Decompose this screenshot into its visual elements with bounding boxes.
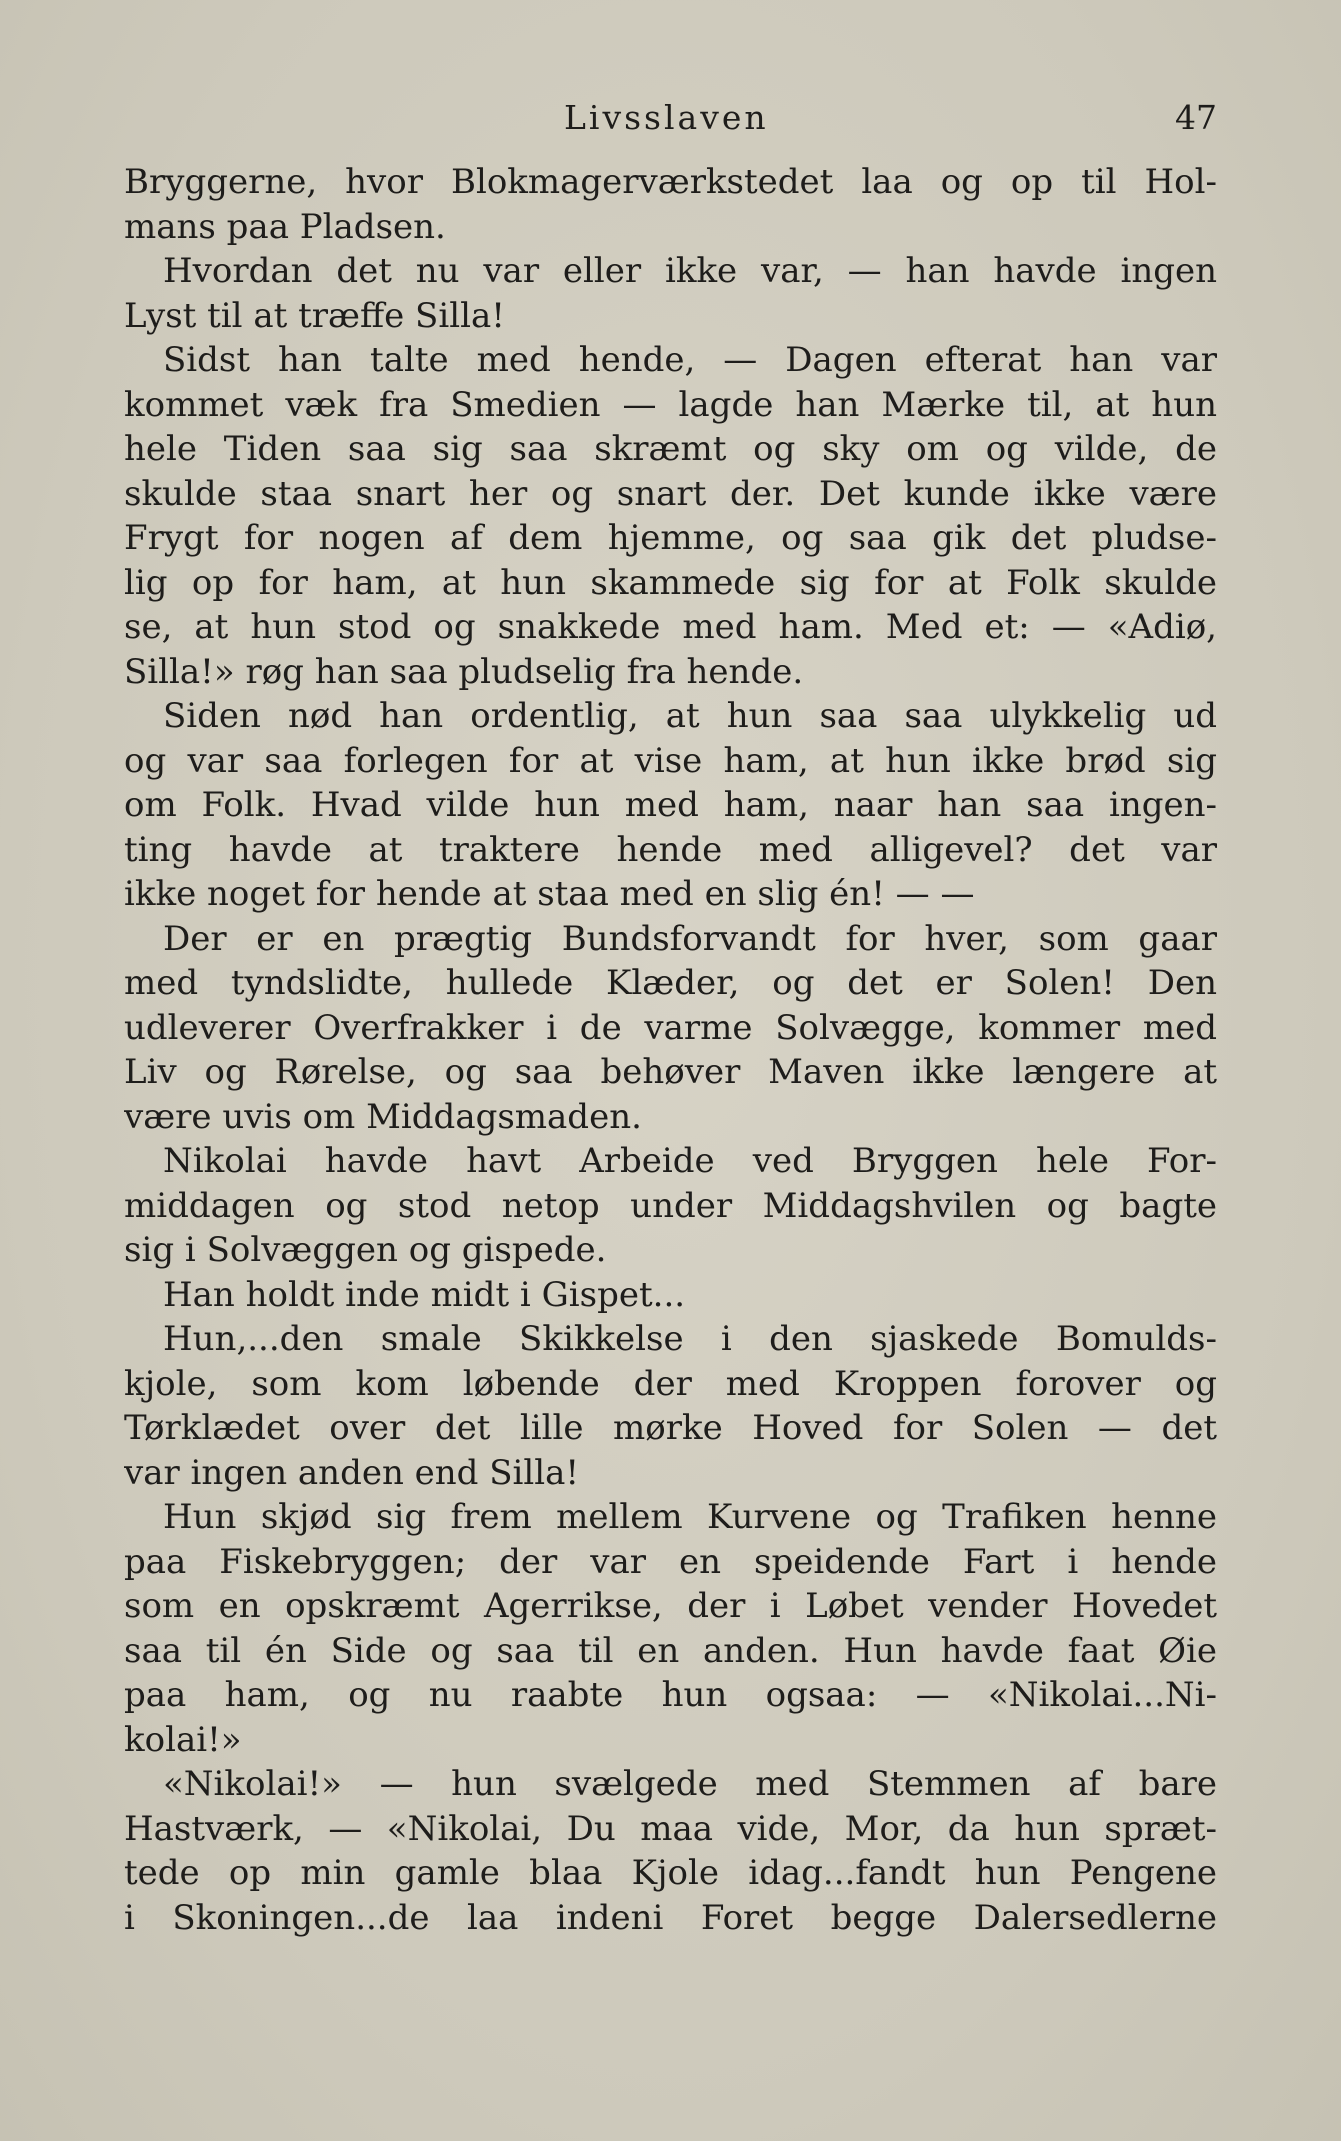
text-line: i Skoningen...de laa indeni Foret begge Dalersedlerne (124, 1897, 1217, 1938)
text-line: Lyst til at træffe Silla! (124, 295, 505, 336)
text-line: var ingen anden end Silla! (124, 1452, 580, 1493)
text-line: Bryggerne, hvor Blokmagerværkstedet laa og op til Hol- (124, 162, 1217, 202)
text-line: saa til én Side og saa til en anden. Hun havde faat Øie (124, 1630, 1217, 1671)
text-line: kommet væk fra Smedien — lagde han Mærke til, at hun (124, 384, 1217, 425)
text-line: Hastværk, — «Nikolai, Du maa vide, Mor, da hun spræt- (124, 1808, 1217, 1849)
text-line: Liv og Rørelse, og saa behøver Maven ikke længere at (124, 1052, 1217, 1092)
running-title: Livsslaven (564, 98, 769, 137)
body-text (124, 160, 1217, 1940)
text-line: være uvis om Middagsmaden. (124, 1096, 642, 1137)
text-line: hele Tiden saa sig saa skræmt og sky om og vilde, de (124, 429, 1217, 469)
text-line: Silla!» røg han saa pludselig fra hende. (124, 651, 804, 692)
text-line: sig i Solvæggen og gispede. (124, 1230, 607, 1270)
text-line: ting havde at traktere hende med alligevel? det var (124, 829, 1217, 870)
page-number: 47 (1175, 98, 1217, 137)
text-line: tede op min gamle blaa Kjole idag...fandt hun Pengene (124, 1853, 1217, 1893)
text-line: om Folk. Hvad vilde hun med ham, naar han saa ingen- (124, 785, 1217, 825)
text-line: skulde staa snart her og snart der. Det kunde ikke være (124, 473, 1217, 514)
text-line: kolai!» (124, 1719, 242, 1760)
text-line: Frygt for nogen af dem hjemme, og saa gik det pludse- (124, 518, 1217, 558)
text-line: Nikolai havde havt Arbeide ved Bryggen hele For- (163, 1141, 1217, 1181)
text-line: ikke noget for hende at staa med en slig én! — — (124, 874, 975, 914)
text-line: Siden nød han ordentlig, at hun saa saa ulykkelig ud (163, 696, 1217, 736)
text-line: paa ham, og nu raabte hun ogsaa: — «Nikolai...Ni- (124, 1675, 1217, 1715)
text-line: se, at hun stod og snakkede med ham. Med et: — «Adiø, (124, 607, 1217, 647)
text-line: lig op for ham, at hun skammede sig for at Folk skulde (124, 562, 1217, 603)
text-line: Han holdt inde midt i Gispet... (163, 1274, 686, 1315)
text-line: paa Fiskebryggen; der var en speidende Fart i hende (124, 1541, 1217, 1582)
text-line: Tørklædet over det lille mørke Hoved for Solen — det (124, 1408, 1217, 1448)
text-line: og var saa forlegen for at vise ham, at hun ikke brød sig (124, 740, 1217, 781)
text-line: som en opskræmt Agerrikse, der i Løbet vender Hovedet (124, 1586, 1217, 1626)
text-line: med tyndslidte, hullede Klæder, og det er Solen! Den (124, 963, 1217, 1003)
text-line: middagen og stod netop under Middagshvilen og bagte (124, 1185, 1217, 1226)
text-line: Hvordan det nu var eller ikke var, — han havde ingen (163, 251, 1217, 291)
text-line: «Nikolai!» — hun svælgede med Stemmen af bare (163, 1764, 1217, 1804)
text-line: mans paa Pladsen. (124, 206, 446, 247)
running-head (124, 88, 1217, 148)
text-line: Hun skjød sig frem mellem Kurvene og Trafiken henne (163, 1497, 1217, 1537)
text-line: udleverer Overfrakker i de varme Solvægge, kommer med (124, 1007, 1217, 1048)
text-line: Sidst han talte med hende, — Dagen efterat han var (163, 340, 1217, 380)
text-line: Hun,...den smale Skikkelse i den sjaskede Bomulds- (163, 1319, 1217, 1359)
text-line: kjole, som kom løbende der med Kroppen forover og (124, 1363, 1217, 1404)
text-line: Der er en prægtig Bundsforvandt for hver, som gaar (163, 918, 1217, 959)
